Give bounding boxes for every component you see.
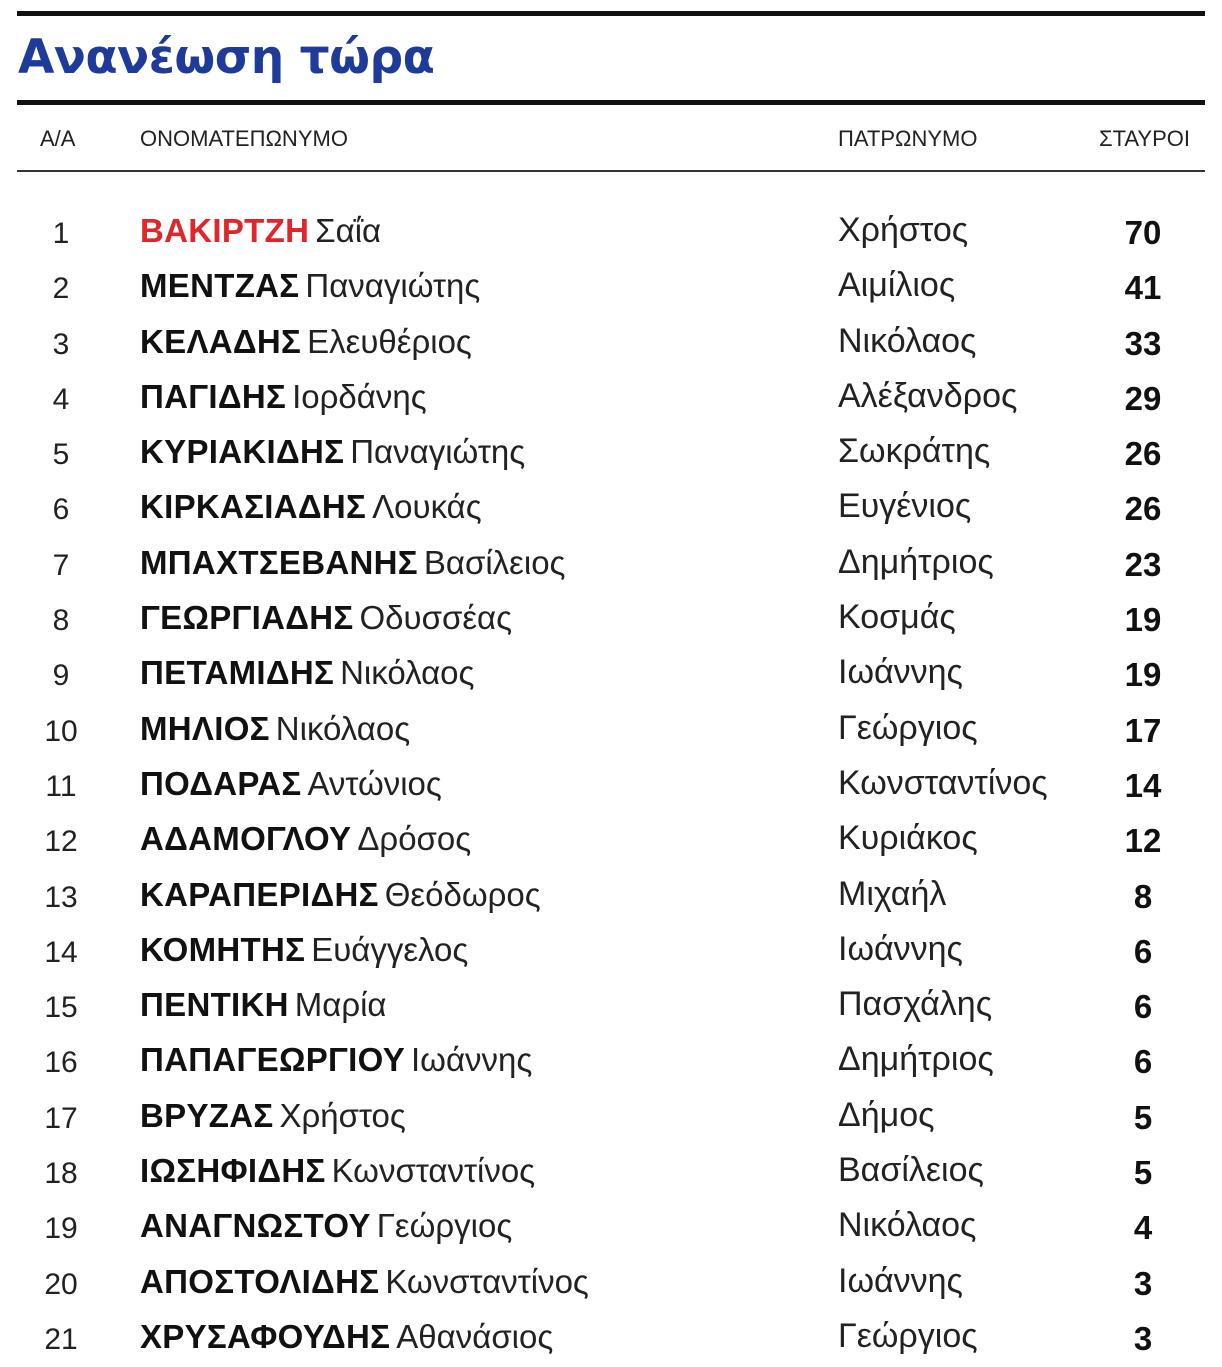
table-row — [0, 922, 1222, 977]
table-row — [0, 314, 1222, 369]
father-name: Νικόλαος — [838, 1206, 977, 1245]
table-row — [0, 1309, 1222, 1364]
candidate-firstname: Χρήστος — [279, 1096, 406, 1134]
table-row — [0, 258, 1222, 313]
candidate-firstname: Βασίλειος — [423, 543, 566, 581]
candidate-name — [140, 535, 565, 590]
father-name: Ιωάννης — [838, 653, 963, 692]
candidate-firstname: Ιορδάνης — [292, 377, 427, 415]
table-row — [0, 977, 1222, 1032]
vote-count: 5 — [1133, 1154, 1153, 1192]
candidate-surname: ΑΝΑΓΝΩΣΤΟΥ — [140, 1207, 371, 1245]
table-header — [0, 120, 1222, 158]
candidate-name — [140, 1254, 589, 1309]
candidate-surname: ΓΕΩΡΓΙΑΔΗΣ — [140, 599, 354, 637]
candidate-surname: ΠΟΔΑΡΑΣ — [140, 764, 302, 802]
candidate-firstname: Σαΐα — [315, 212, 382, 249]
candidate-firstname: Παναγιώτης — [305, 267, 481, 305]
father-name: Δημήτριος — [838, 1040, 994, 1079]
candidate-surname: ΒΑΚΙΡΤΖΗ — [140, 212, 310, 249]
row-number: 16 — [44, 1046, 78, 1080]
row-number: 7 — [52, 548, 70, 582]
row-number: 8 — [52, 604, 70, 638]
table-row — [0, 1143, 1222, 1198]
table-row — [0, 1254, 1222, 1309]
candidate-firstname: Ευάγγελος — [311, 930, 469, 968]
table-row — [0, 203, 1222, 258]
row-number: 13 — [44, 880, 78, 914]
father-name: Χρήστος — [838, 211, 969, 249]
candidate-firstname: Μαρία — [294, 986, 387, 1024]
candidate-firstname: Παναγιώτης — [350, 433, 526, 471]
table-row — [0, 645, 1222, 700]
candidate-name — [140, 811, 471, 866]
candidate-name — [140, 1088, 406, 1143]
candidate-surname: ΒΡΥΖΑΣ — [140, 1096, 274, 1134]
results-table — [0, 203, 1222, 1364]
row-number: 1 — [52, 217, 70, 250]
candidate-firstname: Λουκάς — [372, 488, 482, 526]
table-row — [0, 369, 1222, 424]
candidate-firstname: Νικόλαος — [275, 709, 411, 747]
candidate-name — [140, 424, 525, 479]
candidate-name — [140, 203, 381, 258]
vote-count: 41 — [1124, 269, 1162, 307]
row-number: 4 — [52, 382, 70, 416]
father-name: Ιωάννης — [838, 1261, 963, 1300]
candidate-name — [140, 645, 474, 700]
candidate-name — [140, 590, 512, 645]
top-rule — [17, 11, 1205, 16]
header-rule — [17, 170, 1205, 172]
candidate-firstname: Ελευθέριος — [307, 322, 472, 360]
row-number: 2 — [52, 272, 70, 306]
father-name: Πασχάλης — [838, 985, 993, 1024]
row-number: 11 — [45, 769, 77, 803]
candidate-surname: ΠΑΠΑΓΕΩΡΓΙΟΥ — [140, 1041, 406, 1079]
candidate-surname: ΚΙΡΚΑΣΙΑΔΗΣ — [140, 488, 367, 526]
father-name: Αιμίλιος — [838, 266, 956, 305]
candidate-name — [140, 867, 541, 922]
candidate-name — [140, 922, 468, 977]
row-number: 12 — [44, 825, 78, 859]
candidate-name — [140, 1143, 535, 1198]
candidate-surname: ΠΑΓΙΔΗΣ — [140, 377, 287, 415]
vote-count: 23 — [1124, 545, 1162, 583]
father-name: Ιωάννης — [838, 929, 963, 968]
table-row — [0, 867, 1222, 922]
candidate-name — [140, 258, 480, 313]
candidate-surname: ΚΑΡΑΠΕΡΙΔΗΣ — [140, 875, 379, 913]
candidate-name — [140, 701, 410, 756]
father-name: Βασίλειος — [838, 1151, 984, 1190]
candidate-name — [140, 1198, 512, 1253]
candidate-surname: ΠΕΝΤΙΚΗ — [140, 986, 289, 1024]
candidate-name — [140, 1309, 553, 1364]
candidate-surname: ΙΩΣΗΦΙΔΗΣ — [140, 1152, 326, 1190]
row-number: 19 — [44, 1212, 78, 1246]
table-row — [0, 479, 1222, 534]
candidate-surname: ΜΕΝΤΖΑΣ — [140, 267, 300, 305]
vote-count: 26 — [1124, 490, 1162, 528]
father-name: Αλέξανδρος — [838, 376, 1018, 415]
table-row — [0, 701, 1222, 756]
candidate-firstname: Αθανάσιος — [396, 1317, 554, 1355]
candidate-surname: ΠΕΤΑΜΙΔΗΣ — [140, 654, 335, 692]
vote-count: 5 — [1133, 1098, 1153, 1136]
row-number: 18 — [44, 1157, 78, 1191]
candidate-firstname: Θεόδωρος — [384, 875, 541, 913]
row-number: 10 — [44, 714, 78, 748]
vote-count: 12 — [1124, 822, 1162, 860]
title-rule — [17, 100, 1205, 105]
page-title: Ανανέωση τώρα — [18, 30, 435, 85]
table-row — [0, 1198, 1222, 1253]
row-number: 17 — [44, 1101, 78, 1135]
vote-count: 8 — [1133, 877, 1153, 915]
father-name: Δήμος — [838, 1095, 935, 1134]
row-number: 6 — [52, 493, 70, 527]
father-name: Νικόλαος — [838, 321, 977, 360]
table-row — [0, 424, 1222, 479]
candidate-name — [140, 369, 427, 424]
candidate-surname: ΚΕΛΑΔΗΣ — [140, 322, 302, 360]
vote-count: 33 — [1124, 324, 1162, 362]
row-number: 5 — [52, 438, 70, 472]
candidate-firstname: Οδυσσέας — [359, 599, 513, 637]
candidate-firstname: Γεώργιος — [376, 1207, 513, 1245]
candidate-firstname: Αντώνιος — [307, 764, 442, 802]
table-row — [0, 590, 1222, 645]
father-name: Δημήτριος — [838, 542, 994, 581]
vote-count: 29 — [1124, 379, 1162, 417]
vote-count: 26 — [1124, 435, 1162, 473]
father-name: Γεώργιος — [838, 1316, 978, 1355]
father-name: Κωνσταντίνος — [838, 763, 1048, 802]
row-number: 15 — [44, 991, 78, 1025]
table-row — [0, 1088, 1222, 1143]
column-header-father: ΠΑΤΡΩΝΥΜΟ — [838, 126, 978, 151]
candidate-name — [140, 977, 387, 1032]
candidate-name — [140, 1032, 532, 1087]
candidate-name — [140, 314, 472, 369]
candidate-firstname: Κωνσταντίνος — [331, 1152, 536, 1190]
candidate-firstname: Ιωάννης — [411, 1041, 533, 1079]
candidate-surname: ΜΗΛΙΟΣ — [140, 709, 270, 747]
table-row — [0, 535, 1222, 590]
candidate-firstname: Κωνσταντίνος — [385, 1262, 589, 1300]
vote-count: 17 — [1124, 711, 1162, 749]
candidate-firstname: Δρόσος — [357, 820, 472, 858]
vote-count: 4 — [1133, 1209, 1153, 1247]
column-header-votes: ΣΤΑΥΡΟΙ — [1098, 126, 1190, 151]
vote-count: 3 — [1133, 1264, 1153, 1302]
candidate-firstname: Νικόλαος — [340, 654, 475, 692]
father-name: Γεώργιος — [838, 708, 978, 747]
table-row — [0, 1032, 1222, 1087]
column-header-name: ΟΝΟΜΑΤΕΠΩΝΥΜΟ — [140, 126, 348, 151]
vote-count: 19 — [1124, 601, 1162, 639]
table-row — [0, 811, 1222, 866]
column-header-aa: Α/Α — [40, 126, 76, 151]
vote-count: 3 — [1133, 1319, 1153, 1357]
row-number: 3 — [52, 327, 70, 361]
father-name: Ευγένιος — [838, 487, 972, 526]
row-number: 20 — [44, 1267, 78, 1301]
candidate-surname: ΧΡΥΣΑΦΟΥΔΗΣ — [140, 1317, 391, 1355]
father-name: Κυριάκος — [838, 819, 978, 858]
vote-count: 14 — [1124, 766, 1162, 804]
candidate-surname: ΜΠΑΧΤΣΕΒΑΝΗΣ — [140, 543, 418, 581]
row-number: 14 — [44, 935, 78, 969]
row-number: 9 — [52, 659, 70, 693]
candidate-surname: ΚΥΡΙΑΚΙΔΗΣ — [140, 433, 345, 471]
vote-count: 70 — [1124, 214, 1162, 251]
candidate-name — [140, 756, 442, 811]
table-row — [0, 756, 1222, 811]
father-name: Σωκράτης — [838, 432, 991, 471]
candidate-surname: ΑΔΑΜΟΓΛΟΥ — [140, 820, 352, 858]
row-number: 21 — [44, 1322, 78, 1356]
candidate-surname: ΚΟΜΗΤΗΣ — [140, 930, 306, 968]
candidate-surname: ΑΠΟΣΤΟΛΙΔΗΣ — [140, 1262, 380, 1300]
father-name: Κοσμάς — [838, 598, 956, 637]
candidate-name — [140, 479, 482, 534]
father-name: Μιχαήλ — [838, 874, 947, 913]
vote-count: 6 — [1133, 988, 1153, 1026]
vote-count: 6 — [1133, 932, 1153, 970]
vote-count: 6 — [1133, 1043, 1153, 1081]
vote-count: 19 — [1124, 656, 1162, 694]
